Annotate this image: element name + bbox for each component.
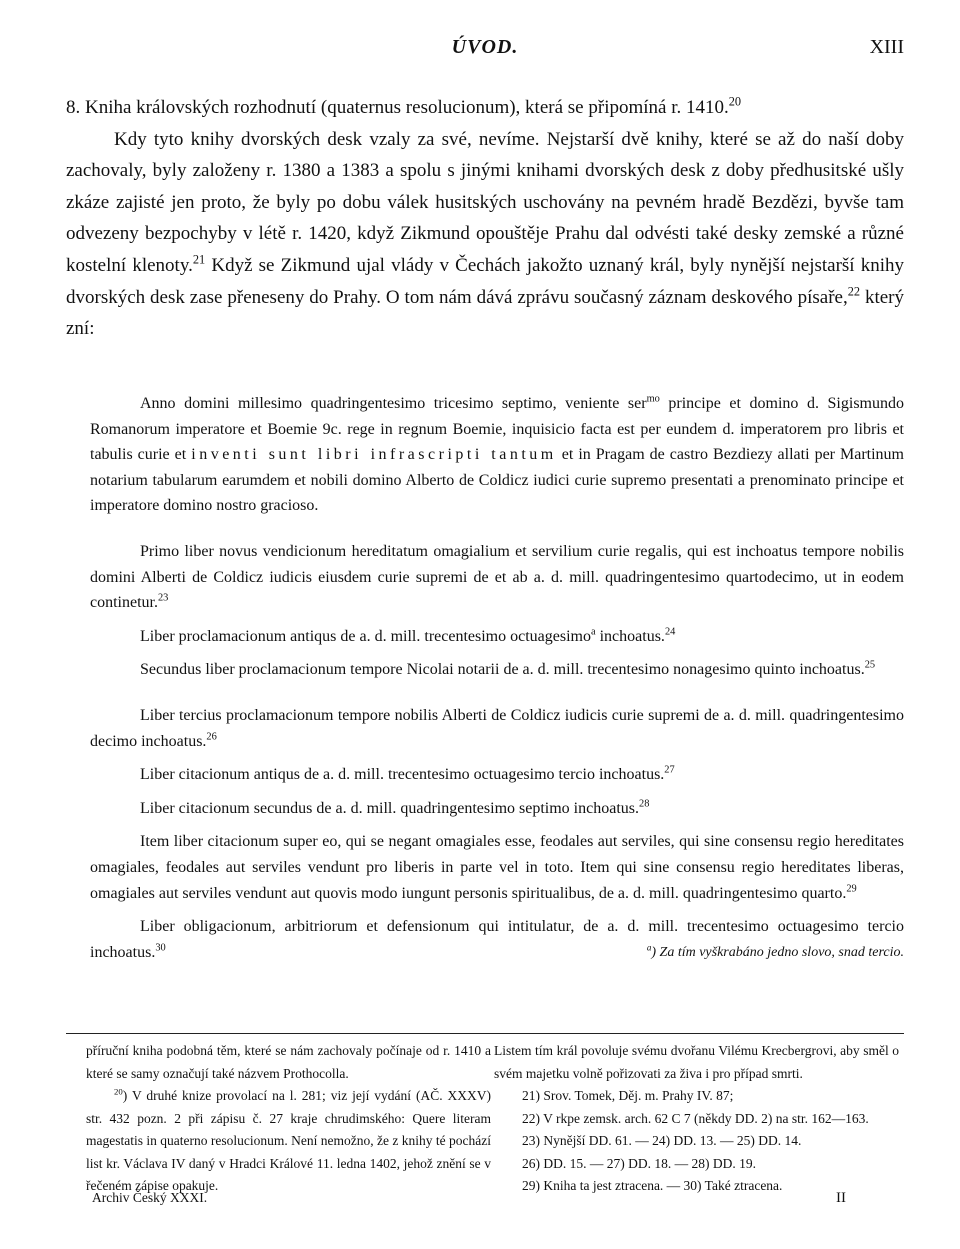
- footnote-20: $^{20}$) V druhé knize provolací na l. 281; viz její vydání (AČ. XXXV) str. 432 pozn. 2 při zápisu č. 27 kraje chrudimského: Quere literam magestatis in quaterno resolucionum. Není nemožno, že z knihy té pochází list kr. Václava IV daný v Hradci Králové 11. ledna 1402, jehož znění se v řečeném zápise opakuje.: [86, 1086, 491, 1193]
- sheet-mark: II: [836, 1190, 846, 1206]
- running-title: ÚVOD.: [451, 36, 519, 58]
- latin-item: Primo liber novus vendicionum hereditatum omagialium et servilium curie regalis, qui est inchoatus tempore nobilis domini Alberti de Coldicz iudicis eiusdem curie supremi de et ab a. d. mill. quadringentesimo quartodecimo, ut in eodem continetur.$^{23}$: [90, 542, 904, 612]
- footnote-21: 21) Srov. Tomek, Děj. m. Prahy IV. 87;: [522, 1088, 734, 1103]
- latin-item: Secundus liber proclamacionum tempore Nicolai notarii de a. d. mill. trecentesimo nonagesimo quinto inchoatus.$^{25}$: [140, 660, 876, 679]
- page-number: XIII: [869, 36, 904, 58]
- footnote-continuation: Listem tím král povoluje svému dvořanu Vilému Krecbergrovi, aby směl o svém majetku volně pořizovati za živa i pro případ smrti.: [494, 1043, 899, 1081]
- latin-item: Item liber citacionum super eo, qui se negant omagiales esse, feodales aut serviles, qui sine consensu regio hereditates omagiales, feodales aut serviles vendunt pro liberis in parte vel in toto. Item qui sine consensu regio hereditates liberas, omagiales aut serviles vendunt aut quovis modo iungunt personis spiritualibus, de a. d. mill. quadringentesimo quarto.$^{29}$: [90, 833, 904, 902]
- footnote-29-30: 29) Kniha ta jest ztracena. — 30) Také ztracena.: [522, 1178, 783, 1193]
- latin-record: [90, 391, 904, 965]
- footnote-divider: [66, 1033, 904, 1034]
- latin-item: Liber obligacionum, arbitriorum et defensionum qui intitulatur, de a. d. mill. trecentesimo octuagesimo tercio inchoatus.$^{30}$ $^a$) Za tím vyškrabáno jedno slovo, snad tercio.: [90, 914, 904, 965]
- latin-item: Liber citacionum secundus de a. d. mill. quadringentesimo septimo inchoatus.$^{28}$: [140, 798, 650, 817]
- footnote-22: 22) V rkpe zemsk. arch. 62 C 7 (někdy DD. 2) na str. 162—163.: [522, 1110, 869, 1126]
- signature-line: Archiv Český XXXI.: [92, 1190, 208, 1205]
- footnote-26-28: 26) DD. 15. — 27) DD. 18. — 28) DD. 19.: [522, 1155, 756, 1171]
- main-text: [66, 92, 904, 345]
- footnote-ref: 22: [847, 284, 861, 299]
- footnote-continuation: příruční kniha podobná těm, které se nám zachovaly počínaje od r. 1410 a které se samy označují také názvem Prothocolla.: [86, 1043, 491, 1081]
- latin-intro: Anno domini millesimo quadringentesimo tricesimo septimo, veniente ser$^{mo}$ principe et domino d. Sigismundo Romanorum imperatore et Boemie 9c. rege in regnum Boemie, inquisicio facta est per eundem d. imperatorem pro libris et tabulis curie et inventi sunt libri infrascripti tantum et in Pragam de castro Bezdiezy allati per Martinum notarium tabularum earumdem et nobili domino Alberto de Coldicz iudici curie supremo presentati a prenominato principe et imperatore domino nostro gracioso.: [90, 393, 905, 515]
- latin-item: Liber tercius proclamacionum tempore nobilis Alberti de Coldicz iudicis curie supremi de a. d. mill. quadringentesimo decimo inchoatus.$^{26}$: [90, 706, 904, 750]
- note-a: $^a$) Za tím vyškrabáno jedno slovo, snad tercio.: [646, 942, 904, 960]
- footnote-ref: 20: [728, 94, 742, 109]
- footnote-ref: 21: [192, 252, 206, 267]
- paragraph-history: Kdy tyto knihy dvorských desk vzaly za své, nevíme. Nejstarší dvě knihy, které se až do naší doby zachovaly, byly založeny r. 1380 a 1383 a spolu s jinými knihami dvorských desk z doby předhusitské ušly zkáze zajisté jen proto, že byly po dobu válek husitských uschovány na pevném hradě Bezdězi, byvše tam odvezeny bezpochyby v létě r. 1420, když Zikmund opouštěje Prahu dal odvésti také desky zemské a různé kostelní klenoty.$^{21}$ Když se Zikmund ujal vlády v Čechách jakožto uznaný král, byly nynější nejstarší knihy dvorských desk zase přeneseny do Prahy. O tom nám dává zprávu současný záznam deskového písaře,$^{22}$ který zní:: [66, 128, 905, 340]
- footnote-23-25: 23) Nynější DD. 61. — 24) DD. 13. — 25) DD. 14.: [522, 1133, 802, 1148]
- latin-item: Liber proclamacionum antiqus de a. d. mill. trecentesimo octuagesimo$^a$ inchoatus.$^{24}$: [140, 626, 676, 645]
- footnotes-right-column: [494, 1040, 899, 1198]
- page-header: [66, 36, 904, 66]
- latin-item: Liber citacionum antiqus de a. d. mill. trecentesimo octuagesimo tercio inchoatus.$^{27}$: [140, 764, 675, 784]
- footnotes-left-column: [86, 1040, 491, 1198]
- paragraph-8: 8. Kniha královských rozhodnutí (quaternus resolucionum), která se připomíná r. 1410.20: [66, 94, 742, 118]
